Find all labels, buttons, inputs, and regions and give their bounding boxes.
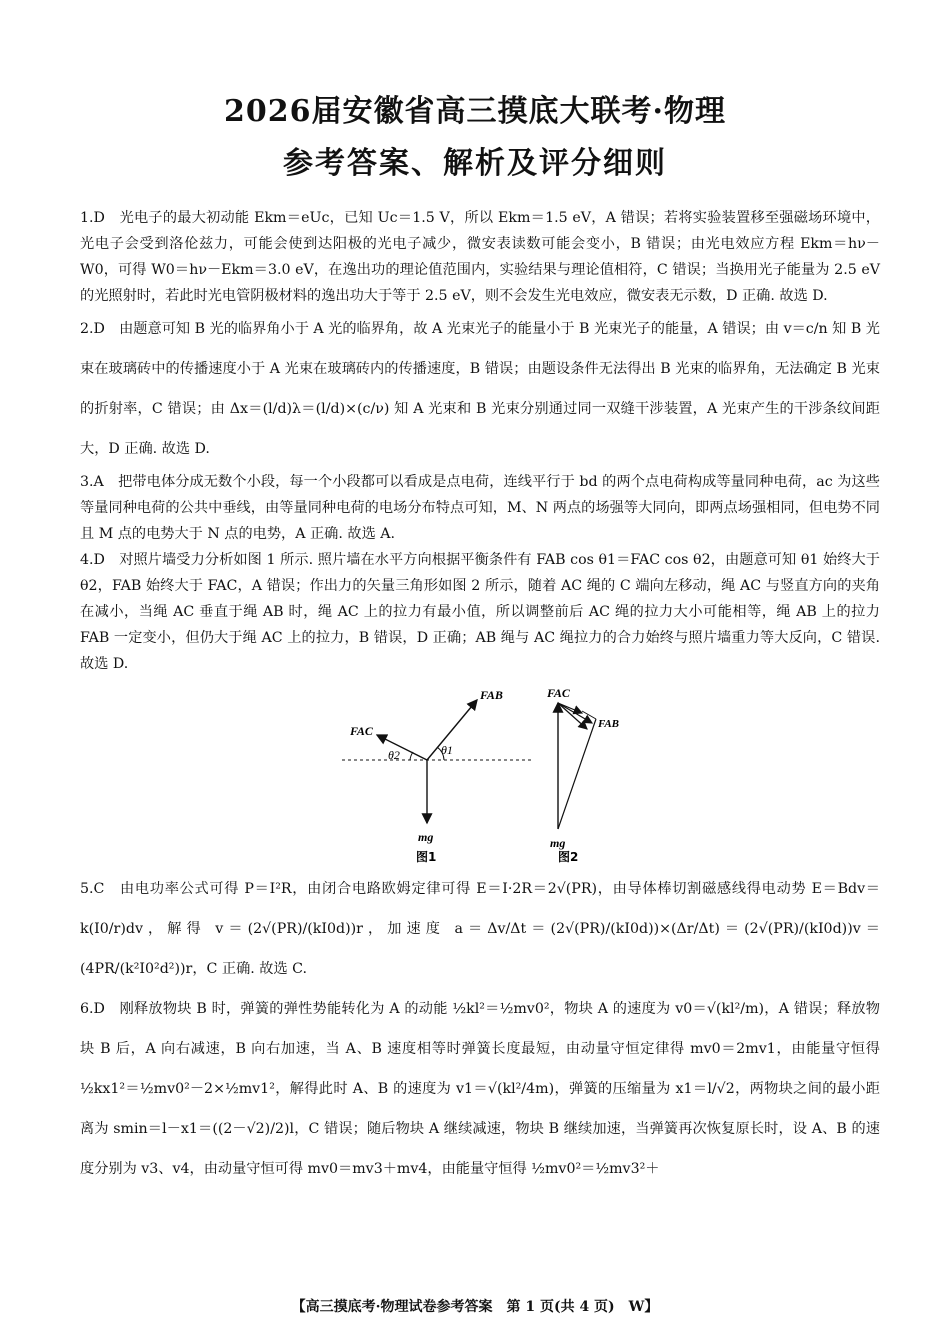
fab-label-fig2: FAB [598,718,620,730]
fac-triangle-side-a [558,703,592,723]
fac-vector [377,735,427,760]
fab-label: FAB [480,688,503,702]
force-diagrams-svg [80,683,880,863]
mg-label-fig1: mg [418,830,434,844]
page-title: 2026届安徽省高三摸底大联考·物理 [224,94,726,129]
fac-label: FAC [350,724,373,738]
page-footer: 【高三摸底考·物理试卷参考答案 第 1 页(共 4 页) W】 [291,1299,659,1315]
fac-label-fig2: FAC [547,686,570,700]
answer-5: 5.C 由电功率公式可得 P＝I²R，由闭合电路欧姆定律可得 E＝I·2R＝2√(PR)，由导体棒切割磁感线得电动势 E＝Bdv＝k(I0/r)dv，解得 v＝(2√(PR)/(kI0d))r，加速度 a＝Δv/Δt＝(2√(PR)/(kI0d))×(Δr/Δt)＝(2√(PR)/(kI0d))v＝(4PR/(k²I0²d²))r，C 正确. 故选 C. [80,881,880,977]
fac-triangle-side-b [558,703,587,729]
figure-2 [546,686,619,863]
theta2-arc [410,752,413,760]
answer-6: 6.D 刚释放物块 B 时，弹簧的弹性势能转化为 A 的动能 ½kl²＝½mv0²，物块 A 的速度为 v0＝√(kl²/m)，A 错误；释放物块 B 后，A 向右减速，B 向右加速，当 A、B 速度相等时弹簧长度最短，由动量守恒定律得 mv0＝2mv1，由能量守恒得 ½kx1²＝½mv0²－2×½mv1²，解得此时 A、B 的速度为 v1＝√(kl²/4m)，弹簧的压缩量为 x1＝l/√2，两物块之间的最小距离为 smin＝l－x1＝((2－√2)/2)l，C 错误；随后物块 A 继续减速，物块 B 继续加速，当弹簧再次恢复原长时，设 A、B 的速度分别为 v3、v4，由动量守恒可得 mv0＝mv3＋mv4，由能量守恒得 ½mv0²＝½mv3²＋ [80,1001,880,1177]
fig2-caption: 图2 [558,850,579,863]
theta1-label: θ1 [441,743,453,757]
answer-2: 2.D 由题意可知 B 光的临界角小于 A 光的临界角，故 A 光束光子的能量小于 B 光束光子的能量，A 错误；由 v＝c/n 知 B 光束在玻璃砖中的传播速度小于 A 光束在玻璃砖内的传播速度，B 错误；由题设条件无法得出 B 光束的临界角，无法确定 B 光束的折射率，C 错误；由 Δx＝(l/d)λ＝(l/d)×(c/ν) 知 A 光束和 B 光束分别通过同一双缝干涉装置，A 光束产生的干涉条纹间距大，D 正确. 故选 D. [80,321,880,457]
mg-label-fig2: mg [550,836,566,850]
fab-triangle-side [558,719,596,829]
fig1-caption: 图1 [416,850,437,863]
theta2-label: θ2 [388,748,400,762]
page-subtitle: 参考答案、解析及评分细则 [283,146,667,181]
answer-1: 1.D 光电子的最大初动能 Ekm＝eUc，已知 Uc＝1.5 V，所以 Ekm＝1.5 eV，A 错误；若将实验装置移至强磁场环境中，光电子会受到洛伦兹力，可能会使到达阳极的光电子减少，微安表读数可能会变小，B 错误；由光电效应方程 Ekm＝hν－W0，可得 W0＝hν－Ekm＝3.0 eV，在逸出功的理论值范围内，实验结果与理论值相符，C 错误；当换用光子能量为 2.5 eV 的光照射时，若此时光电管阴极材料的逸出功大于等于 2.5 eV，则不会发生光电效应，微安表无示数，D 正确. 故选 D. [80,210,880,304]
fac-triangle-side-c [558,703,582,713]
answer-3: 3.A 把带电体分成无数个小段，每一个小段都可以看成是点电荷，连线平行于 bd 的两个点电荷构成等量同种电荷，ac 为这些等量同种电荷的公共中垂线，由等量同种电荷的电场分布特点可知，M、N 两点的场强等大同向，即两点场强相同，但电势不同且 M 点的电势大于 N 点的电势，A 正确. 故选 A. [80,474,880,542]
figure-1 [342,688,532,863]
answer-4: 4.D 对照片墙受力分析如图 1 所示. 照片墙在水平方向根据平衡条件有 FAB cos θ1＝FAC cos θ2，由题意可知 θ1 始终大于 θ2，FAB 始终大于 FAC，A 错误；作出力的矢量三角形如图 2 所示，随着 AC 绳的 C 端向左移动，绳 AC 与竖直方向的夹角在减小，当绳 AC 垂直于绳 AB 时，绳 AC 上的拉力有最小值，所以调整前后 AC 绳的拉力大小可能相等，绳 AB 上的拉力 FAB 一定变小，但仍大于绳 AC 上的拉力，B 错误，D 正确；AB 绳与 AC 绳拉力的合力始终与照片墙重力等大反向，C 错误. 故选 D. [80,552,880,672]
answer-list [80,205,880,1189]
force-diagrams [80,683,880,863]
